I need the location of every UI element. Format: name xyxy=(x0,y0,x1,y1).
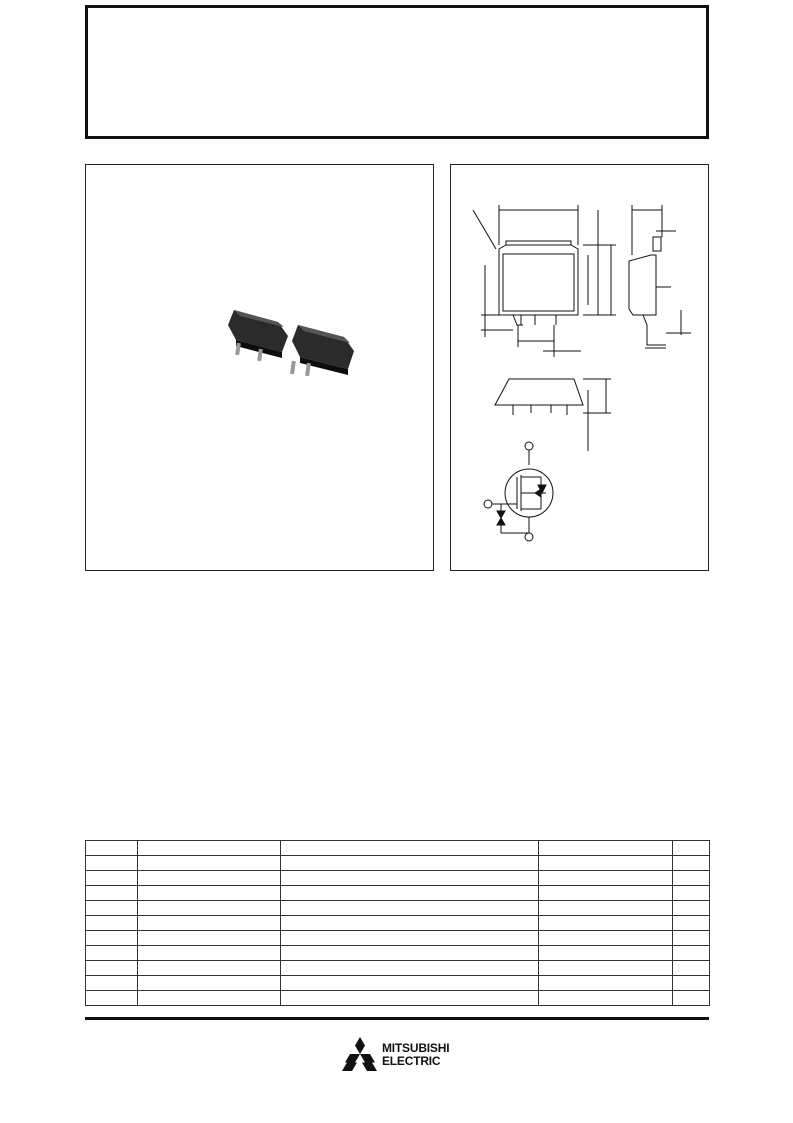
table-cell xyxy=(138,946,281,961)
table-cell xyxy=(539,946,673,961)
table-cell xyxy=(86,901,138,916)
table-cell xyxy=(539,901,673,916)
logo-text-line2: ELECTRIC xyxy=(382,1054,441,1068)
table-cell xyxy=(539,841,673,856)
table-cell xyxy=(86,871,138,886)
table-cell xyxy=(539,961,673,976)
table-row xyxy=(86,886,710,901)
table-cell xyxy=(138,856,281,871)
table-cell xyxy=(86,946,138,961)
table-cell xyxy=(673,886,710,901)
title-box xyxy=(85,5,709,139)
logo-text-line1: MITSUBISHI xyxy=(382,1041,450,1055)
table-cell xyxy=(281,856,539,871)
table-cell xyxy=(539,886,673,901)
ratings-table xyxy=(85,840,710,1006)
table-cell xyxy=(539,976,673,991)
table-cell xyxy=(281,931,539,946)
table-cell xyxy=(673,931,710,946)
table-cell xyxy=(281,916,539,931)
table-cell xyxy=(138,901,281,916)
table-row xyxy=(86,976,710,991)
front-view-drawing xyxy=(495,379,611,451)
table-cell xyxy=(673,856,710,871)
outline-drawing xyxy=(451,165,708,570)
table-row xyxy=(86,931,710,946)
table-row xyxy=(86,856,710,871)
table-cell xyxy=(86,886,138,901)
footer-rule xyxy=(85,1017,709,1020)
table-cell xyxy=(673,961,710,976)
table-cell xyxy=(138,976,281,991)
table-cell xyxy=(673,841,710,856)
table-cell xyxy=(86,916,138,931)
table-cell xyxy=(281,946,539,961)
table-cell xyxy=(281,886,539,901)
table-cell xyxy=(539,931,673,946)
table-cell xyxy=(281,871,539,886)
table-cell xyxy=(138,841,281,856)
top-view-drawing xyxy=(473,205,616,357)
table-cell xyxy=(86,991,138,1006)
table-cell xyxy=(539,856,673,871)
table-cell xyxy=(281,901,539,916)
table-cell xyxy=(281,976,539,991)
product-photo-panel xyxy=(85,164,434,571)
table-cell xyxy=(673,871,710,886)
table-cell xyxy=(673,991,710,1006)
table-row xyxy=(86,991,710,1006)
table-cell xyxy=(673,901,710,916)
table-cell xyxy=(281,961,539,976)
table-cell xyxy=(673,916,710,931)
table-cell xyxy=(86,931,138,946)
table-row xyxy=(86,946,710,961)
table-cell xyxy=(281,991,539,1006)
table-cell xyxy=(539,991,673,1006)
table-cell xyxy=(138,871,281,886)
table-cell xyxy=(138,961,281,976)
table-cell xyxy=(281,841,539,856)
table-row xyxy=(86,961,710,976)
table-cell xyxy=(86,976,138,991)
side-view-drawing xyxy=(629,205,691,348)
table-cell xyxy=(86,841,138,856)
table-cell xyxy=(539,916,673,931)
three-diamonds-icon xyxy=(342,1037,378,1071)
mosfet-symbol xyxy=(484,442,553,541)
component-left-image xyxy=(228,310,288,361)
table-row xyxy=(86,901,710,916)
table-row xyxy=(86,841,710,856)
table-cell xyxy=(86,856,138,871)
component-right-image xyxy=(290,325,354,376)
table-cell xyxy=(673,946,710,961)
table-cell xyxy=(138,931,281,946)
table-cell xyxy=(138,886,281,901)
table-cell xyxy=(138,991,281,1006)
product-photo xyxy=(86,165,433,570)
table-row xyxy=(86,871,710,886)
table-cell xyxy=(673,976,710,991)
table-cell xyxy=(138,916,281,931)
table-cell xyxy=(86,961,138,976)
outline-drawing-panel xyxy=(450,164,709,571)
table-row xyxy=(86,916,710,931)
mitsubishi-electric-logo xyxy=(342,1037,462,1073)
table-cell xyxy=(539,871,673,886)
